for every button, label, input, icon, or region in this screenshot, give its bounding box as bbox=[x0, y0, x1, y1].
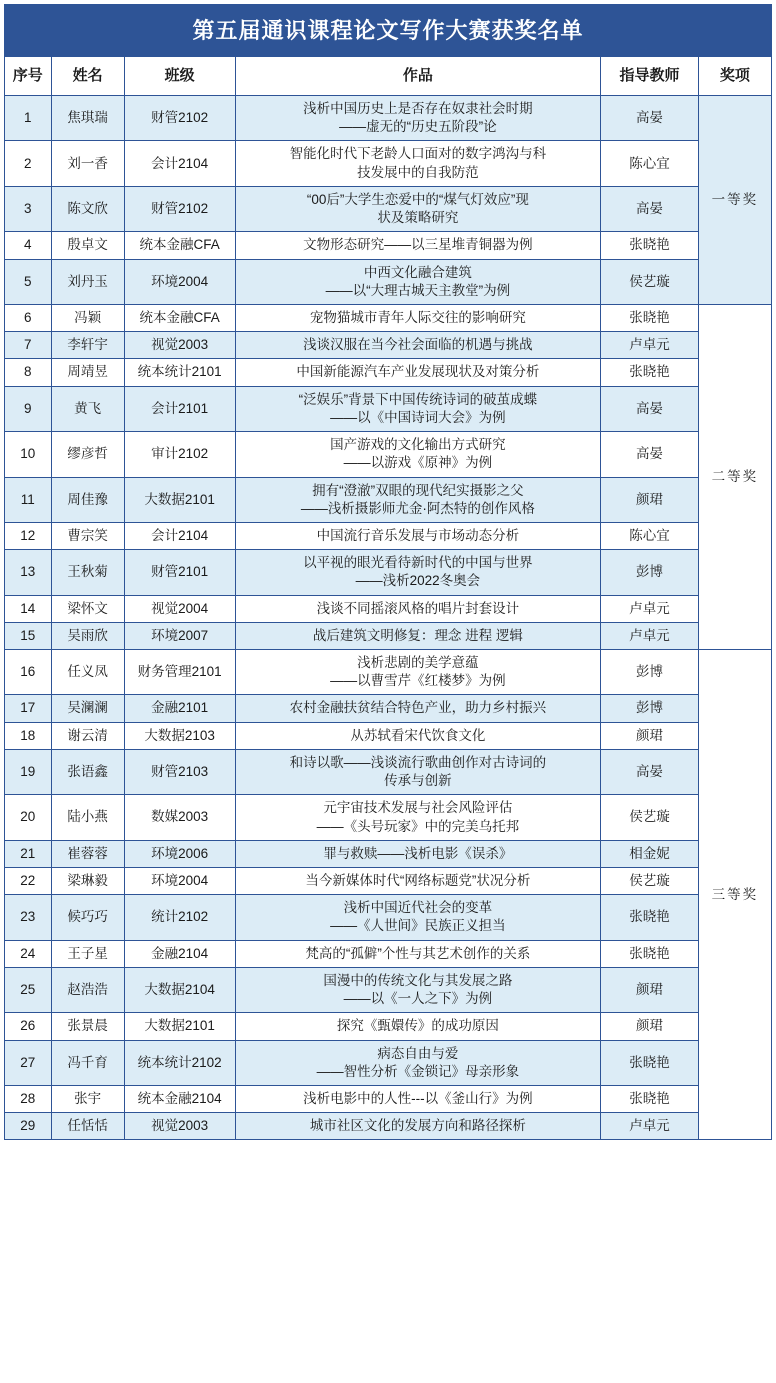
work-line-2: ——《人世间》民族正义担当 bbox=[330, 918, 506, 934]
cell-class: 大数据2104 bbox=[124, 967, 235, 1012]
cell-work bbox=[235, 1113, 601, 1140]
cell-teacher: 张晓艳 bbox=[601, 1085, 699, 1112]
cell-class: 审计2102 bbox=[124, 432, 235, 477]
cell-name: 周靖昱 bbox=[51, 359, 124, 386]
cell-work bbox=[235, 722, 601, 749]
column-header-work: 作品 bbox=[235, 57, 601, 96]
work-line-2: ——以《中国诗词大会》为例 bbox=[330, 409, 506, 425]
cell-index: 12 bbox=[5, 522, 52, 549]
cell-teacher: 卢卓元 bbox=[601, 1113, 699, 1140]
cell-index: 1 bbox=[5, 96, 52, 141]
work-line-2: ——以“大理古城天主教堂”为例 bbox=[325, 282, 511, 298]
work-line-1: 文物形态研究——以三星堆青铜器为例 bbox=[303, 237, 533, 253]
cell-index: 8 bbox=[5, 359, 52, 386]
cell-name: 吴澜澜 bbox=[51, 695, 124, 722]
cell-class: 视觉2003 bbox=[124, 332, 235, 359]
work-line-1: 拥有“澄澈”双眼的现代纪实摄影之父 bbox=[312, 482, 524, 498]
cell-index: 17 bbox=[5, 695, 52, 722]
cell-work bbox=[235, 96, 601, 141]
cell-teacher: 颜珺 bbox=[601, 477, 699, 522]
cell-prize-group: 一等奖 bbox=[698, 96, 771, 305]
cell-index: 26 bbox=[5, 1013, 52, 1040]
work-line-1: 浅析中国历史上是否存在奴隶社会时期 bbox=[303, 101, 533, 116]
work-line-2: ——《头号玩家》中的完美乌托邦 bbox=[316, 818, 520, 834]
table-row bbox=[5, 304, 772, 331]
cell-name: 陈文欣 bbox=[51, 186, 124, 231]
cell-name: 王秋菊 bbox=[51, 550, 124, 595]
work-line-2: ——以游戏《原神》为例 bbox=[343, 455, 493, 471]
work-line-1: 浅析悲剧的美学意蕴 bbox=[357, 655, 479, 671]
cell-work bbox=[235, 1085, 601, 1112]
cell-name: 冯颖 bbox=[51, 304, 124, 331]
work-line-1: 浅析电影中的人性---以《釜山行》为例 bbox=[303, 1090, 533, 1106]
cell-name: 缪彦哲 bbox=[51, 432, 124, 477]
cell-work bbox=[235, 141, 601, 186]
table-row bbox=[5, 895, 772, 940]
work-line-1: 元宇宙技术发展与社会风险评估 bbox=[323, 800, 513, 816]
table-row bbox=[5, 840, 772, 867]
table-row bbox=[5, 650, 772, 695]
table-row bbox=[5, 1013, 772, 1040]
cell-work bbox=[235, 795, 601, 840]
table-row bbox=[5, 1040, 772, 1085]
work-line-1: 宠物猫城市青年人际交往的影响研究 bbox=[309, 309, 526, 325]
cell-class: 数媒2003 bbox=[124, 795, 235, 840]
work-line-1: 病态自由与爱 bbox=[377, 1045, 459, 1061]
cell-index: 4 bbox=[5, 232, 52, 259]
cell-class: 环境2004 bbox=[124, 259, 235, 304]
cell-teacher: 高晏 bbox=[601, 96, 699, 141]
cell-teacher: 彭博 bbox=[601, 695, 699, 722]
cell-index: 14 bbox=[5, 595, 52, 622]
cell-class: 环境2006 bbox=[124, 840, 235, 867]
cell-class: 会计2104 bbox=[124, 522, 235, 549]
cell-index: 2 bbox=[5, 141, 52, 186]
cell-name: 曹宗笑 bbox=[51, 522, 124, 549]
cell-work bbox=[235, 895, 601, 940]
cell-index: 5 bbox=[5, 259, 52, 304]
table-row bbox=[5, 259, 772, 304]
table-row bbox=[5, 186, 772, 231]
table-row bbox=[5, 141, 772, 186]
cell-index: 13 bbox=[5, 550, 52, 595]
cell-name: 王子星 bbox=[51, 940, 124, 967]
work-line-2: ——以曹雪芹《红楼梦》为例 bbox=[330, 673, 506, 689]
cell-class: 大数据2101 bbox=[124, 477, 235, 522]
cell-class: 财务管理2101 bbox=[124, 650, 235, 695]
cell-class: 财管2102 bbox=[124, 186, 235, 231]
cell-work bbox=[235, 359, 601, 386]
cell-index: 20 bbox=[5, 795, 52, 840]
cell-work bbox=[235, 386, 601, 431]
column-header-name: 姓名 bbox=[51, 57, 124, 96]
cell-teacher: 颜珺 bbox=[601, 722, 699, 749]
cell-prize-group: 三等奖 bbox=[698, 650, 771, 1140]
work-line-1: 梵高的“孤僻”个性与其艺术创作的关系 bbox=[305, 945, 531, 961]
work-line-1: 战后建筑文明修复：理念 进程 逻辑 bbox=[312, 627, 523, 643]
cell-name: 梁怀文 bbox=[51, 595, 124, 622]
award-table bbox=[4, 56, 772, 1140]
table-row bbox=[5, 940, 772, 967]
cell-index: 9 bbox=[5, 386, 52, 431]
cell-name: 刘一香 bbox=[51, 141, 124, 186]
table-row bbox=[5, 795, 772, 840]
table-row bbox=[5, 477, 772, 522]
cell-work bbox=[235, 650, 601, 695]
work-line-1: 中国新能源汽车产业发展现状及对策分析 bbox=[296, 364, 540, 380]
cell-teacher: 高晏 bbox=[601, 386, 699, 431]
work-line-2: ——智性分析《金锁记》母亲形象 bbox=[316, 1063, 520, 1079]
cell-work bbox=[235, 868, 601, 895]
cell-teacher: 卢卓元 bbox=[601, 595, 699, 622]
table-header bbox=[5, 57, 772, 96]
cell-teacher: 颜珺 bbox=[601, 967, 699, 1012]
cell-class: 环境2004 bbox=[124, 868, 235, 895]
cell-work bbox=[235, 550, 601, 595]
cell-index: 3 bbox=[5, 186, 52, 231]
cell-work bbox=[235, 840, 601, 867]
cell-teacher: 陈心宜 bbox=[601, 522, 699, 549]
cell-teacher: 彭博 bbox=[601, 650, 699, 695]
cell-teacher: 张晓艳 bbox=[601, 304, 699, 331]
table-row bbox=[5, 96, 772, 141]
cell-teacher: 张晓艳 bbox=[601, 232, 699, 259]
cell-name: 刘丹玉 bbox=[51, 259, 124, 304]
cell-index: 22 bbox=[5, 868, 52, 895]
cell-name: 周佳豫 bbox=[51, 477, 124, 522]
cell-class: 统计2102 bbox=[124, 895, 235, 940]
cell-work bbox=[235, 477, 601, 522]
cell-work bbox=[235, 304, 601, 331]
work-line-1: 国漫中的传统文化与其发展之路 bbox=[323, 972, 513, 988]
cell-name: 张宇 bbox=[51, 1085, 124, 1112]
column-header-class: 班级 bbox=[124, 57, 235, 96]
cell-name: 任义凤 bbox=[51, 650, 124, 695]
work-line-1: 城市社区文化的发展方向和路径探析 bbox=[309, 1118, 526, 1134]
cell-name: 殷卓文 bbox=[51, 232, 124, 259]
table-row bbox=[5, 595, 772, 622]
cell-class: 视觉2003 bbox=[124, 1113, 235, 1140]
cell-prize-group: 二等奖 bbox=[698, 304, 771, 649]
work-line-2: ——以《一人之下》为例 bbox=[343, 991, 493, 1007]
cell-teacher: 侯艺璇 bbox=[601, 259, 699, 304]
table-body bbox=[5, 96, 772, 1140]
cell-work bbox=[235, 749, 601, 794]
column-header-teacher: 指导教师 bbox=[601, 57, 699, 96]
cell-index: 19 bbox=[5, 749, 52, 794]
cell-class: 会计2104 bbox=[124, 141, 235, 186]
cell-class: 统本金融CFA bbox=[124, 304, 235, 331]
table-row bbox=[5, 332, 772, 359]
work-line-1: 从苏轼看宋代饮食文化 bbox=[350, 727, 486, 743]
column-header-prize: 奖项 bbox=[698, 57, 771, 96]
page-title: 第五届通识课程论文写作大赛获奖名单 bbox=[4, 4, 772, 56]
cell-name: 谢云清 bbox=[51, 722, 124, 749]
table-row bbox=[5, 749, 772, 794]
cell-name: 冯千育 bbox=[51, 1040, 124, 1085]
work-line-1: 浅析中国近代社会的变革 bbox=[343, 900, 493, 916]
work-line-2: ——浅析2022冬奥会 bbox=[355, 573, 481, 589]
cell-teacher: 相金妮 bbox=[601, 840, 699, 867]
cell-class: 财管2102 bbox=[124, 96, 235, 141]
header-row bbox=[5, 57, 772, 96]
cell-work bbox=[235, 940, 601, 967]
table-row bbox=[5, 386, 772, 431]
cell-index: 27 bbox=[5, 1040, 52, 1085]
work-line-2: 传承与创新 bbox=[384, 773, 452, 789]
work-line-2: 状及策略研究 bbox=[377, 210, 459, 226]
cell-class: 统本统计2101 bbox=[124, 359, 235, 386]
cell-work bbox=[235, 232, 601, 259]
cell-index: 6 bbox=[5, 304, 52, 331]
work-line-1: 当今新媒体时代“网络标题党”状况分析 bbox=[305, 873, 531, 888]
cell-index: 28 bbox=[5, 1085, 52, 1112]
cell-name: 吴雨欣 bbox=[51, 622, 124, 649]
cell-class: 金融2104 bbox=[124, 940, 235, 967]
cell-name: 李轩宇 bbox=[51, 332, 124, 359]
cell-name: 崔蓉蓉 bbox=[51, 840, 124, 867]
cell-index: 21 bbox=[5, 840, 52, 867]
cell-class: 金融2101 bbox=[124, 695, 235, 722]
cell-class: 会计2101 bbox=[124, 386, 235, 431]
cell-work bbox=[235, 1013, 601, 1040]
cell-index: 10 bbox=[5, 432, 52, 477]
cell-class: 大数据2103 bbox=[124, 722, 235, 749]
work-line-1: 智能化时代下老龄人口面对的数字鸿沟与科 bbox=[289, 146, 547, 162]
table-row bbox=[5, 432, 772, 477]
table-row bbox=[5, 622, 772, 649]
cell-index: 25 bbox=[5, 967, 52, 1012]
cell-work bbox=[235, 259, 601, 304]
work-line-1: 农村金融扶贫结合特色产业，助力乡村振兴 bbox=[289, 700, 547, 716]
cell-teacher: 高晏 bbox=[601, 432, 699, 477]
cell-teacher: 陈心宜 bbox=[601, 141, 699, 186]
cell-work bbox=[235, 186, 601, 231]
cell-class: 统本金融CFA bbox=[124, 232, 235, 259]
cell-work bbox=[235, 432, 601, 477]
work-line-1: “泛娱乐”背景下中国传统诗词的破茧成蝶 bbox=[298, 391, 538, 407]
cell-teacher: 高晏 bbox=[601, 749, 699, 794]
cell-work bbox=[235, 1040, 601, 1085]
cell-work bbox=[235, 522, 601, 549]
work-line-1: 探究《甄嬛传》的成功原因 bbox=[336, 1018, 499, 1034]
cell-class: 财管2101 bbox=[124, 550, 235, 595]
cell-teacher: 卢卓元 bbox=[601, 332, 699, 359]
work-line-1: 浅谈汉服在当今社会面临的机遇与挑战 bbox=[303, 337, 533, 353]
cell-teacher: 张晓艳 bbox=[601, 1040, 699, 1085]
cell-teacher: 张晓艳 bbox=[601, 895, 699, 940]
table-row bbox=[5, 359, 772, 386]
cell-class: 大数据2101 bbox=[124, 1013, 235, 1040]
cell-work bbox=[235, 622, 601, 649]
cell-name: 陆小燕 bbox=[51, 795, 124, 840]
cell-work bbox=[235, 332, 601, 359]
work-line-1: 国产游戏的文化输出方式研究 bbox=[330, 437, 506, 453]
work-line-1: 浅谈不同摇滚风格的唱片封套设计 bbox=[316, 600, 520, 616]
table-row bbox=[5, 722, 772, 749]
cell-class: 环境2007 bbox=[124, 622, 235, 649]
cell-class: 视觉2004 bbox=[124, 595, 235, 622]
work-line-1: “00后”大学生恋爱中的“煤气灯效应”现 bbox=[306, 191, 529, 207]
cell-name: 梁琳毅 bbox=[51, 868, 124, 895]
work-line-1: 和诗以歌——浅谈流行歌曲创作对古诗词的 bbox=[289, 754, 547, 770]
cell-work bbox=[235, 695, 601, 722]
cell-class: 统本金融2104 bbox=[124, 1085, 235, 1112]
cell-work bbox=[235, 595, 601, 622]
cell-index: 29 bbox=[5, 1113, 52, 1140]
work-line-1: 以平视的眼光看待新时代的中国与世界 bbox=[303, 555, 533, 571]
work-line-2: ——浅析摄影师尤金·阿杰特的创作风格 bbox=[300, 500, 535, 516]
table-row bbox=[5, 868, 772, 895]
cell-index: 7 bbox=[5, 332, 52, 359]
work-line-1: 中国流行音乐发展与市场动态分析 bbox=[316, 527, 520, 543]
cell-teacher: 高晏 bbox=[601, 186, 699, 231]
table-row bbox=[5, 522, 772, 549]
cell-teacher: 张晓艳 bbox=[601, 359, 699, 386]
work-line-2: 技发展中的自我防范 bbox=[357, 164, 479, 180]
cell-index: 18 bbox=[5, 722, 52, 749]
cell-teacher: 彭博 bbox=[601, 550, 699, 595]
cell-teacher: 侯艺璇 bbox=[601, 868, 699, 895]
cell-name: 张景晨 bbox=[51, 1013, 124, 1040]
work-line-2: ——虚无的“历史五阶段”论 bbox=[339, 119, 497, 135]
cell-name: 赵浩浩 bbox=[51, 967, 124, 1012]
cell-index: 15 bbox=[5, 622, 52, 649]
cell-name: 候巧巧 bbox=[51, 895, 124, 940]
cell-index: 23 bbox=[5, 895, 52, 940]
cell-index: 16 bbox=[5, 650, 52, 695]
table-row bbox=[5, 967, 772, 1012]
cell-name: 任恬恬 bbox=[51, 1113, 124, 1140]
cell-work bbox=[235, 967, 601, 1012]
cell-name: 张语鑫 bbox=[51, 749, 124, 794]
table-row bbox=[5, 1113, 772, 1140]
cell-class: 财管2103 bbox=[124, 749, 235, 794]
cell-name: 黄飞 bbox=[51, 386, 124, 431]
cell-class: 统本统计2102 bbox=[124, 1040, 235, 1085]
cell-name: 焦琪瑞 bbox=[51, 96, 124, 141]
cell-index: 24 bbox=[5, 940, 52, 967]
table-row bbox=[5, 550, 772, 595]
cell-teacher: 侯艺璇 bbox=[601, 795, 699, 840]
table-row bbox=[5, 695, 772, 722]
cell-teacher: 卢卓元 bbox=[601, 622, 699, 649]
work-line-1: 中西文化融合建筑 bbox=[363, 264, 472, 280]
column-header-index: 序号 bbox=[5, 57, 52, 96]
cell-teacher: 张晓艳 bbox=[601, 940, 699, 967]
table-row bbox=[5, 1085, 772, 1112]
cell-teacher: 颜珺 bbox=[601, 1013, 699, 1040]
cell-index: 11 bbox=[5, 477, 52, 522]
table-row bbox=[5, 232, 772, 259]
work-line-1: 罪与救赎——浅析电影《误杀》 bbox=[323, 845, 513, 861]
